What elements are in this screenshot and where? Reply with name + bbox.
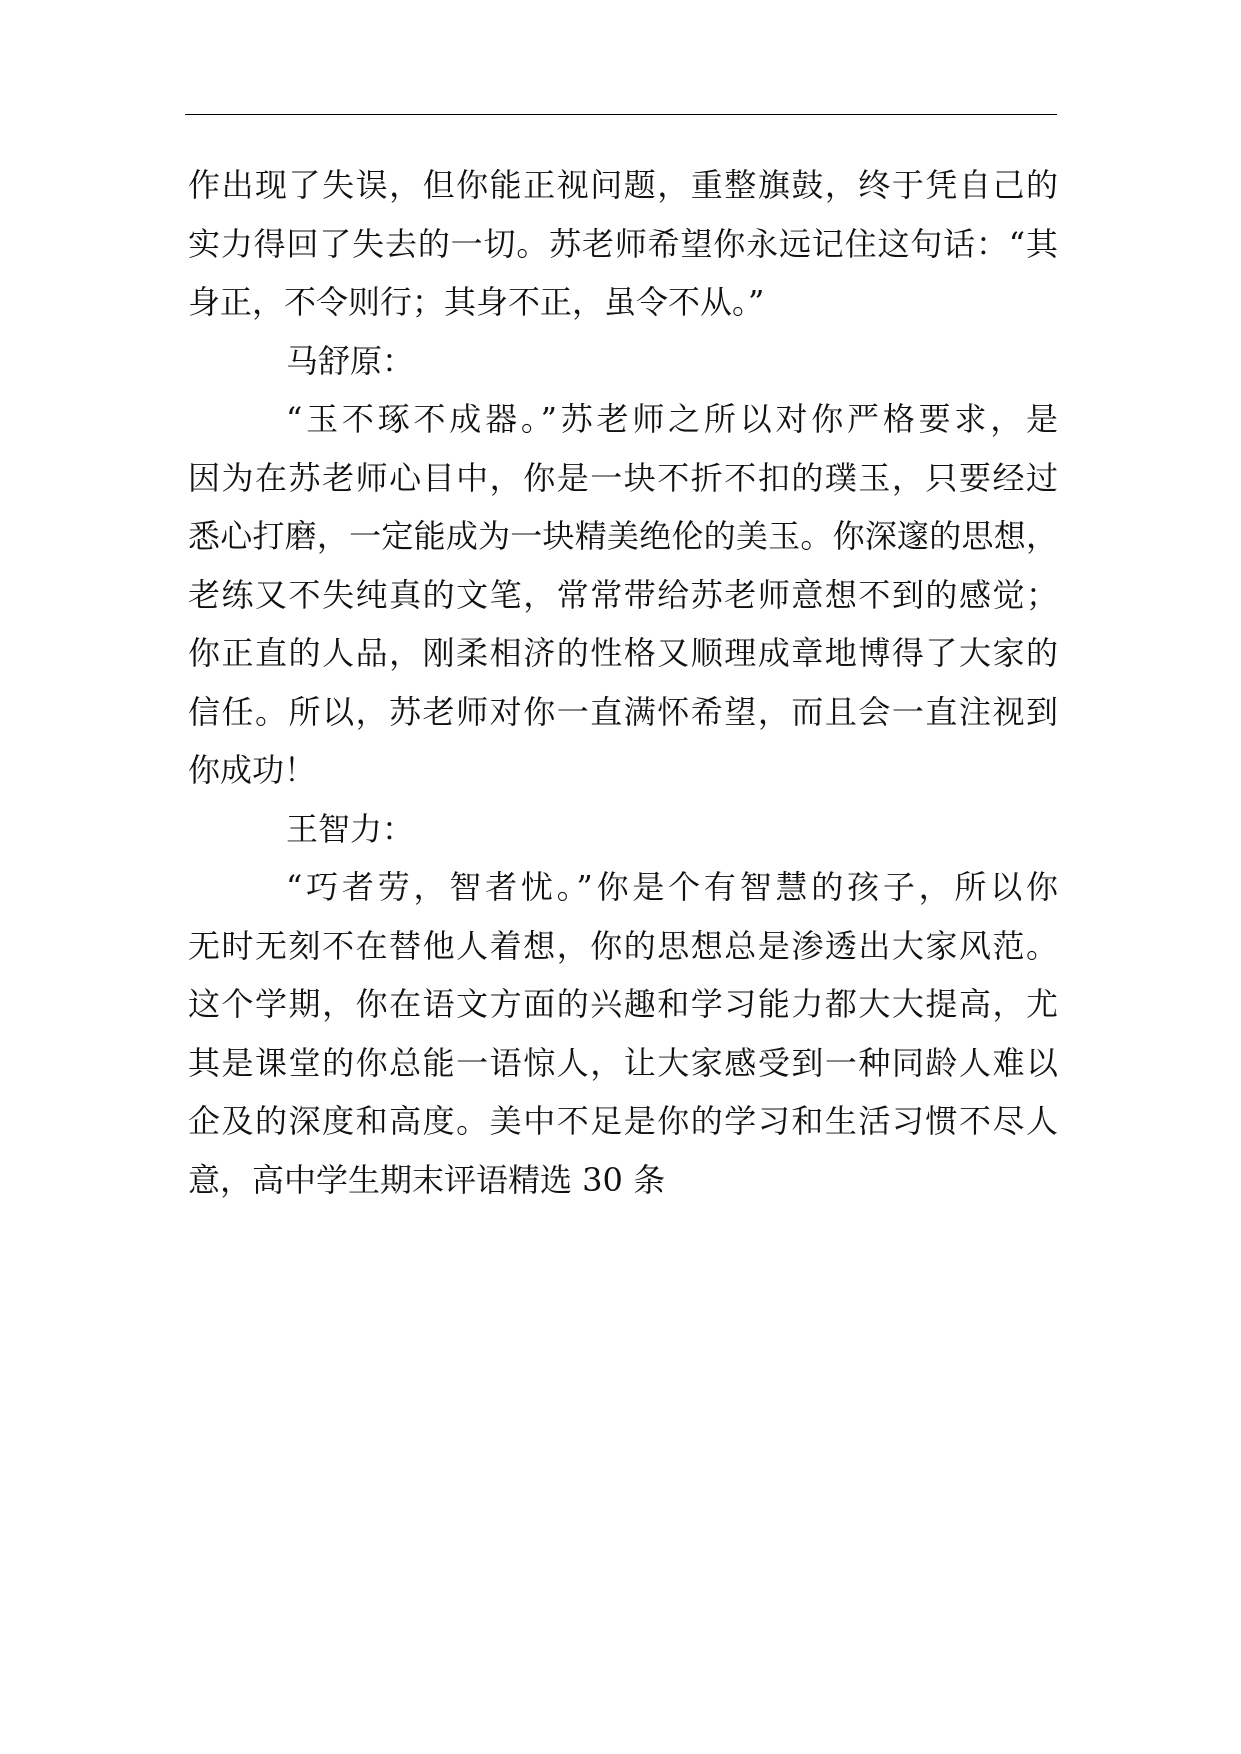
text-line: 实力得回了失去的一切。苏老师希望你永远记住这句话：“其 — [188, 224, 1058, 263]
text-line: 信任。所以，苏老师对你一直满怀希望，而且会一直注视到 — [188, 692, 1058, 731]
student-name-heading — [188, 332, 1058, 391]
text-line: 作出现了失误，但你能正视问题，重整旗鼓，终于凭自己的 — [188, 166, 1058, 204]
paragraph-comment — [188, 858, 1058, 1209]
text-line: 身正，不令则行；其身不正，虽令不从。” — [188, 283, 765, 321]
text-line: 无时无刻不在替他人着想，你的思想总是渗透出大家风范。 — [188, 926, 1058, 965]
text-line: 这个学期，你在语文方面的兴趣和学习能力都大大提高，尤 — [188, 985, 1058, 1023]
header-rule — [185, 114, 1057, 115]
text-line: 你正直的人品，刚柔相济的性格又顺理成章地博得了大家的 — [188, 634, 1058, 672]
student-name: 马舒原： — [286, 341, 415, 380]
paragraph-comment — [188, 390, 1058, 800]
text-line: 企及的深度和高度。美中不足是你的学习和生活习惯不尽人 — [188, 1102, 1058, 1140]
text-line: 你成功！ — [188, 751, 317, 789]
text-line: 悉心打磨，一定能成为一块精美绝伦的美玉。你深邃的思想， — [188, 517, 1058, 555]
text-line: 其是课堂的你总能一语惊人，让大家感受到一种同龄人难以 — [188, 1043, 1058, 1082]
text-line: 老练又不失纯真的文笔，常常带给苏老师意想不到的感觉； — [188, 575, 1058, 614]
text-line: “玉不琢不成器。”苏老师之所以对你严格要求，是 — [286, 400, 1058, 438]
text-line: “巧者劳，智者忧。”你是个有智慧的孩子，所以你 — [286, 868, 1058, 906]
text-line: 意，高中学生期末评语精选 30 条 — [188, 1160, 666, 1199]
document-body — [188, 156, 1058, 1209]
student-name: 王智力： — [286, 809, 415, 848]
student-name-heading — [188, 800, 1058, 859]
paragraph-continuation — [188, 156, 1058, 332]
text-line: 因为在苏老师心目中，你是一块不折不扣的璞玉，只要经过 — [188, 458, 1058, 497]
